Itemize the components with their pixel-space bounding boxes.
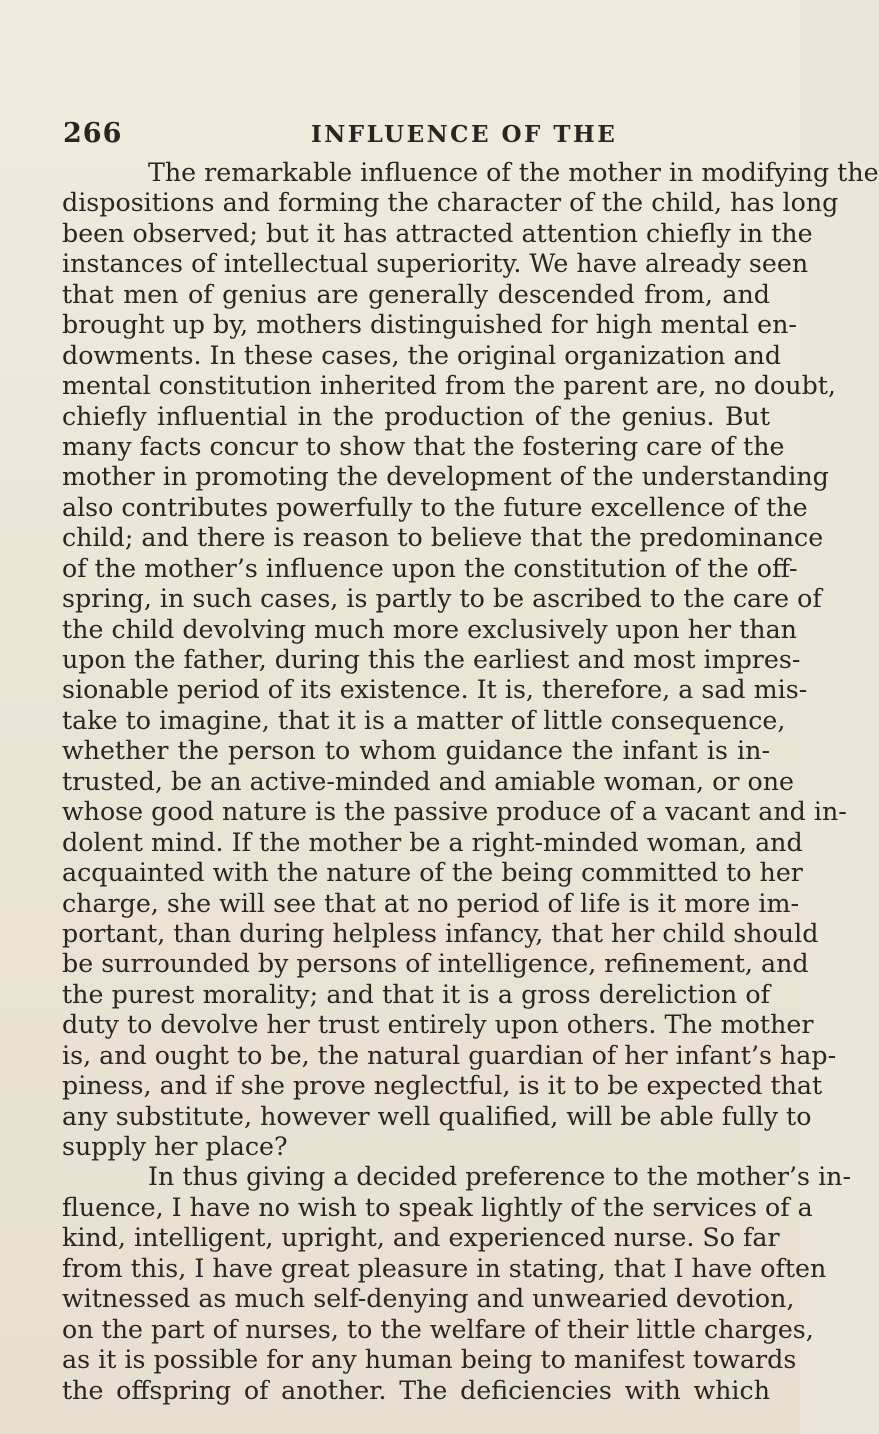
text-line: take to imagine, that it is a matter of little consequence, <box>62 705 786 735</box>
text-line: sionable period of its existence. It is, therefore, a sad mis- <box>62 675 808 705</box>
text-line: dowments. In these cases, the original organization and <box>62 340 782 370</box>
text-line: whose good nature is the passive produce of a vacant and in- <box>62 797 847 827</box>
text-line: is, and ought to be, the natural guardian of her infant’s hap- <box>62 1040 837 1070</box>
text-line: spring, in such cases, is partly to be ascribed to the care of <box>62 584 822 614</box>
text-line: as it is possible for any human being to manifest towards <box>62 1345 797 1375</box>
text-line: instances of intellectual superiority. We have already seen <box>62 249 809 279</box>
text-line: witnessed as much self-denying and unwearied devotion, <box>62 1284 795 1314</box>
text-line: on the part of nurses, to the welfare of their little charges, <box>62 1314 814 1344</box>
text-line: many facts concur to show that the fostering care of the <box>62 431 785 461</box>
text-line: dispositions and forming the character of the child, has long <box>62 188 839 218</box>
text-line: the purest morality; and that it is a gross dereliction of <box>62 979 770 1009</box>
text-line: portant, than during helpless infancy, that her child should <box>62 918 819 948</box>
text-line: fluence, I have no wish to speak lightly of the services of a <box>62 1192 813 1222</box>
text-line: of the mother’s influence upon the constitution of the off- <box>62 553 798 583</box>
text-line: dolent mind. If the mother be a right-minded woman, and <box>62 827 803 857</box>
text-line: piness, and if she prove neglectful, is it to be expected that <box>62 1071 823 1101</box>
text-line: supply her place? <box>62 1132 288 1161</box>
text-line: duty to devolve her trust entirely upon others. The mother <box>62 1010 814 1040</box>
text-line: chiefly influential in the production of the genius. But <box>62 401 770 431</box>
text-line: mental constitution inherited from the parent are, no doubt, <box>62 371 836 401</box>
text-line: the offspring of another. The deficiencies with which <box>62 1375 770 1405</box>
text-line: kind, intelligent, upright, and experienced nurse. So far <box>62 1223 780 1253</box>
text-line: the child devolving much more exclusively upon her than <box>62 614 797 644</box>
text-line: child; and there is reason to believe that the predominance <box>62 523 824 553</box>
text-line: trusted, be an active-minded and amiable woman, or one <box>62 766 794 796</box>
text-line: acquainted with the nature of the being committed to her <box>62 858 803 888</box>
text-line: mother in promoting the development of the understanding <box>62 462 829 492</box>
text-line: that men of genius are generally descended from, and <box>62 279 770 309</box>
text-line: In thus giving a decided preference to the mother’s in- <box>148 1162 852 1192</box>
text-line: from this, I have great pleasure in stating, that I have often <box>62 1253 827 1283</box>
text-line: also contributes powerfully to the future excellence of the <box>62 492 808 522</box>
page-number: 266 <box>63 118 123 149</box>
running-head: INFLUENCE OF THE <box>311 121 618 148</box>
text-line: any substitute, however well qualified, will be able fully to <box>62 1101 812 1131</box>
text-line: be surrounded by persons of intelligence, refinement, and <box>62 949 809 979</box>
text-line: been observed; but it has attracted attention chiefly in the <box>62 218 813 248</box>
text-line: upon the father, during this the earliest and most impres- <box>62 645 801 674</box>
text-line: whether the person to whom guidance the infant is in- <box>62 736 770 766</box>
body-text <box>62 158 879 1406</box>
text-line: The remarkable influence of the mother in modifying the <box>148 158 879 187</box>
text-line: brought up by, mothers distinguished for high mental en- <box>62 310 797 340</box>
text-line: charge, she will see that at no period of life is it more im- <box>62 888 800 918</box>
page-header <box>63 118 763 154</box>
